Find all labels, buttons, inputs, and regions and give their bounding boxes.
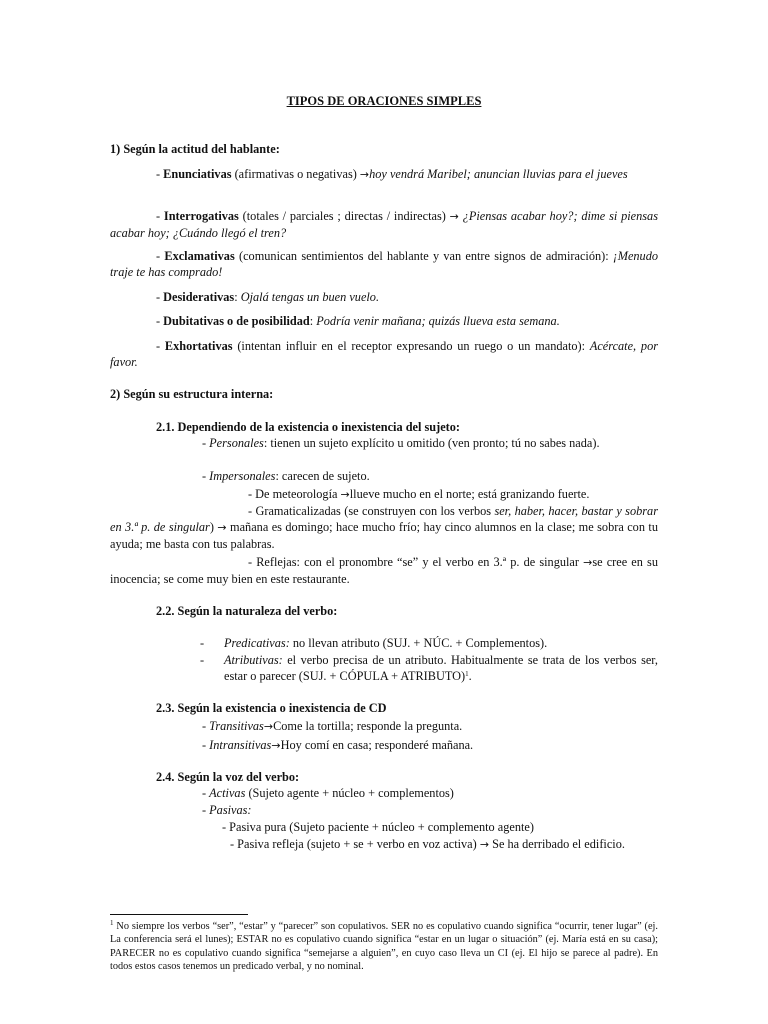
predicativas-item: Predicativas: no llevan atributo (SUJ. + NÚC. + Complementos). [224, 636, 548, 650]
desiderativas-term: Desiderativas [163, 290, 235, 304]
exhortativas-example: Acércate, por favor. [110, 339, 658, 369]
list-bullet: - [200, 653, 205, 667]
footnote-number: 1 [110, 919, 114, 927]
footnote-text: No siempre los verbos “ser”, “estar” y “parecer” son copulativos. SER no es copulativo cuando significa “ocurrir, tener lugar” (ej. La conferencia será el lunes); ESTAR no es copulativo cuando significa “estar en un lugar o situación” (ej. María está en su casa); PARECER no es copulativo cuando significa “semejarse a alguien”, en cuyo caso lleva un CI (ej. El hijo se parece al padre). En todos estos casos tenemos un predicado verbal, y no nominal. [110, 921, 658, 972]
section-2-4-heading: 2.4. Según la voz del verbo: [156, 770, 300, 784]
right-arrow-icon: → [359, 168, 370, 181]
pasiva-pura-item: - Pasiva pura (Sujeto paciente + núcleo + complemento agente) [222, 820, 534, 834]
activas-item: - Activas (Sujeto agente + núcleo + complementos) [202, 786, 454, 800]
desiderativas-paragraph: - Desiderativas: Ojalá tengas un buen vuelo. [156, 290, 380, 304]
intransitivas-item: - Intransitivas→Hoy comí en casa; responderé mañana. [202, 738, 474, 752]
right-arrow-icon: → [340, 488, 350, 501]
impersonales-term: Impersonales [209, 469, 276, 483]
exclamativas-term: Exclamativas [164, 249, 235, 263]
dubitativas-example: Podría venir mañana; quizás llueva esta semana. [316, 314, 560, 328]
exhortativas-term: Exhortativas [164, 339, 233, 353]
meteorologia-item: - De meteorología →llueve mucho en el norte; está granizando fuerte. [248, 487, 590, 501]
intransitivas-term: Intransitivas [209, 738, 272, 752]
enunciativas-term: Enunciativas [163, 167, 232, 181]
right-arrow-icon: → [217, 521, 227, 534]
activas-term: Activas [209, 786, 246, 800]
atributivas-term: Atributivas: [224, 653, 283, 667]
personales-term: Personales [209, 436, 264, 450]
transitivas-term: Transitivas [209, 719, 264, 733]
atributivas-item: Atributivas: el verbo precisa de un atributo. Habitualmente se trata de los verbos ser, estar o parecer (SUJ. + CÓPULA + ATRIBUTO)$^1$. [224, 653, 658, 683]
footnote-marker[interactable]: 1 [465, 670, 469, 678]
section-1-heading: 1) Según la actitud del hablante: [110, 142, 280, 156]
personales-item: - Personales: tienen un sujeto explícito u omitido (ven pronto; tú no sabes nada). [202, 436, 600, 450]
section-2-heading: 2) Según su estructura interna: [110, 387, 274, 401]
right-arrow-icon: → [449, 210, 459, 223]
pasiva-refleja-item: - Pasiva refleja (sujeto + se + verbo en voz activa) → Se ha derribado el edificio. [230, 837, 625, 851]
predicativas-term: Predicativas: [224, 636, 290, 650]
section-2-3-heading: 2.3. Según la existencia o inexistencia de CD [156, 701, 387, 715]
exclamativas-example: ¡Menudo traje te has comprado! [110, 249, 659, 279]
pasivas-term: Pasivas: [209, 803, 252, 817]
right-arrow-icon: → [271, 739, 281, 752]
dubitativas-paragraph: - Dubitativas o de posibilidad: Podría venir mañana; quizás llueva esta semana. [156, 314, 560, 328]
page-title: TIPOS DE ORACIONES SIMPLES [286, 94, 482, 108]
pasivas-item: - Pasivas: [202, 803, 252, 817]
gramaticalizadas-verbs: ser, haber, hacer, bastar y sobrar en 3.ª p. de singular [110, 504, 658, 534]
desiderativas-example: Ojalá tengas un buen vuelo. [240, 290, 380, 304]
enunciativas-paragraph: - Enunciativas (afirmativas o negativas) →hoy vendrá Maribel; anuncian lluvias para el jueves [156, 167, 628, 181]
transitivas-item: - Transitivas→Come la tortilla; responde la pregunta. [202, 719, 463, 733]
right-arrow-icon: → [263, 720, 274, 733]
reflejas-item: - Reflejas: con el pronombre “se” y el verbo en 3.ª p. de singular →se cree en su inocencia; se come muy bien en este restaurante. [110, 555, 658, 586]
interrogativas-paragraph: - Interrogativas (totales / parciales ; directas / indirectas) → ¿Piensas acabar hoy?; dime si piensas acabar hoy; ¿Cuándo llegó el tren? [110, 209, 658, 240]
interrogativas-term: Interrogativas [163, 209, 239, 223]
interrogativas-example: ¿Piensas acabar hoy?; dime si piensas acabar hoy; ¿Cuándo llegó el tren? [110, 209, 658, 240]
right-arrow-icon: → [583, 556, 593, 569]
list-bullet: - [200, 636, 205, 650]
enunciativas-example: hoy vendrá Maribel; anuncian lluvias para el jueves [369, 167, 628, 181]
footnote [110, 920, 658, 973]
footnote-separator [110, 914, 248, 915]
exhortativas-paragraph: - Exhortativas (intentan influir en el receptor expresando un ruego o un mandato): Acércate, por favor. [110, 339, 658, 369]
right-arrow-icon: → [479, 838, 490, 851]
gramaticalizadas-item: - Gramaticalizadas (se construyen con los verbos ser, haber, hacer, bastar y sobrar en 3.ª p. de singular) → mañana es domingo; hace mucho frío; hay cinco alumnos en la clase; me sobra con tu ayuda; me basta con tus palabras. [110, 504, 658, 551]
section-2-1-heading: 2.1. Dependiendo de la existencia o inexistencia del sujeto: [156, 420, 460, 434]
impersonales-item: - Impersonales: carecen de sujeto. [202, 469, 370, 483]
dubitativas-term: Dubitativas o de posibilidad [163, 314, 310, 328]
exclamativas-paragraph: - Exclamativas (comunican sentimientos del hablante y van entre signos de admiración): ¡Menudo traje te has comprado! [110, 249, 659, 279]
section-2-2-heading: 2.2. Según la naturaleza del verbo: [156, 604, 338, 618]
